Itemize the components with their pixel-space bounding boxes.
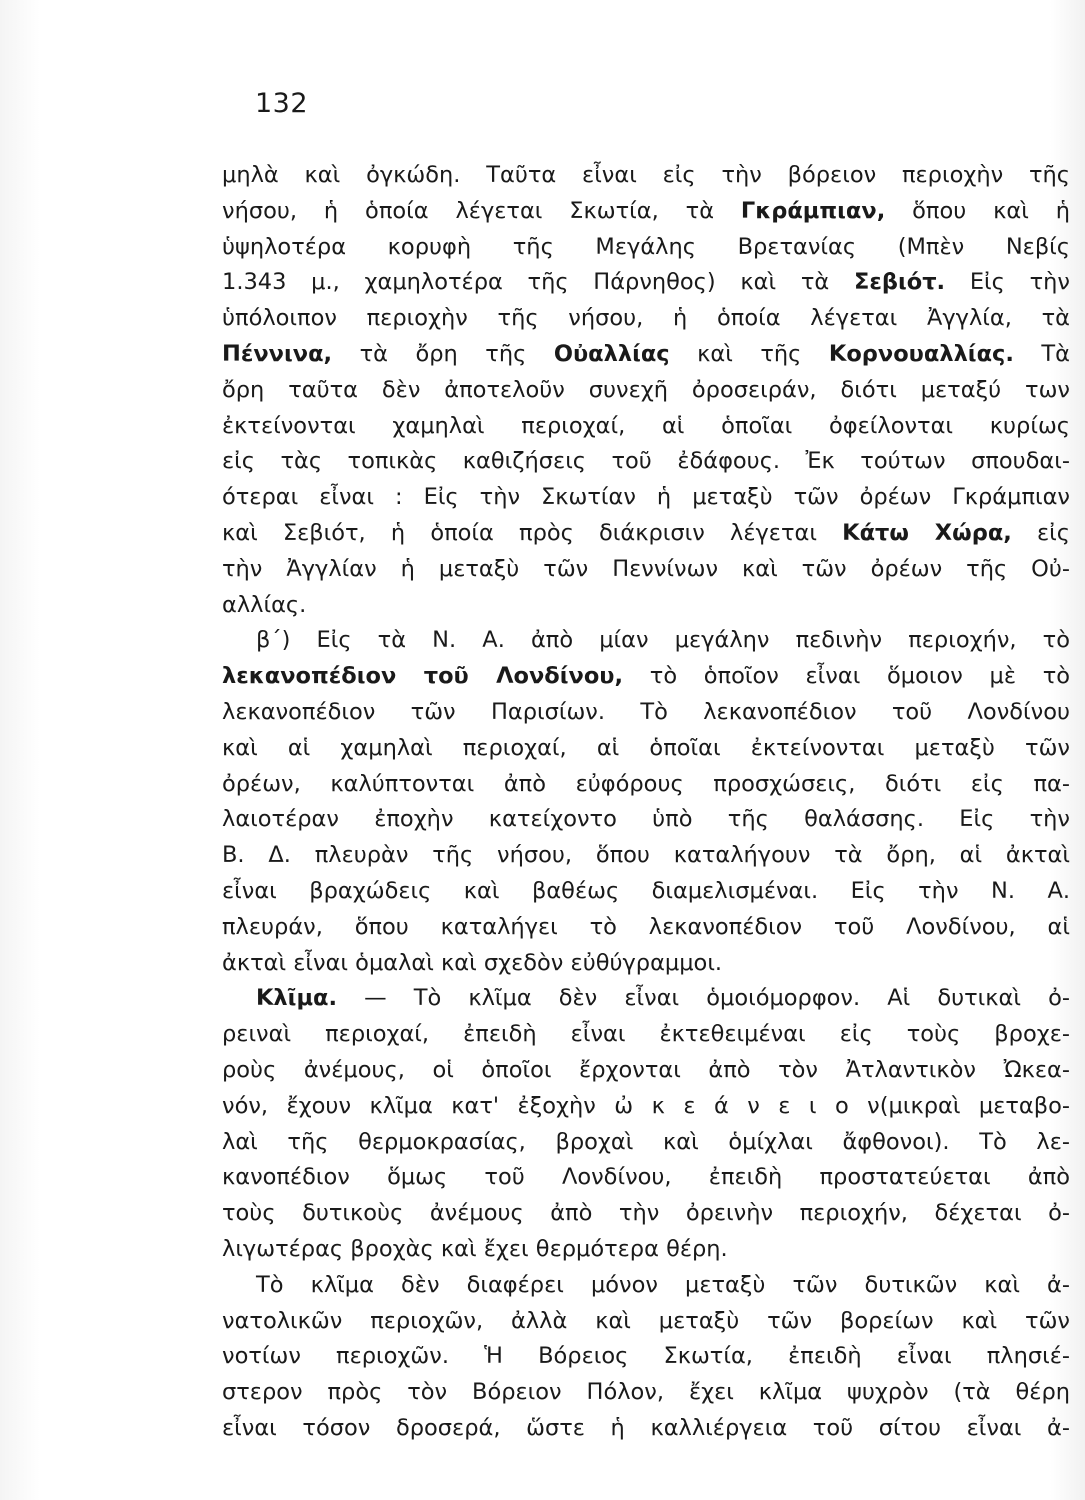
text-run: ὀρέων, καλύπτονται ἀπὸ εὐφόρους προσχώσεις, διότι εἰς πα- [222,770,1070,797]
text-run: ὄρη ταῦτα δὲν ἀποτελοῦν συνεχῆ ὀροσειράν, διότι μεταξύ των [222,376,1070,403]
text-run: β΄) Εἰς τὰ Ν. Α. ἀπὸ μίαν μεγάλην πεδινὴν περιοχήν, τὸ [256,627,1070,654]
text-run: νοτίων περιοχῶν. Ἡ Βόρειος Σκωτία, ἐπειδὴ εἶναι πλησιέ- [222,1343,1070,1370]
text-line [222,230,1070,266]
text-run: νατολικῶν περιοχῶν, ἀλλὰ καὶ μεταξὺ τῶν βορείων καὶ τῶν [222,1307,1070,1334]
text-run: εἰς τὰς τοπικὰς καθιζήσεις τοῦ ἐδάφους. Ἐκ τούτων σπουδαι- [222,448,1070,475]
text-run: ἀκταὶ εἶναι ὁμαλαὶ καὶ σχεδὸν εὐθύγραμμοι. [222,949,723,976]
text-run: ὑψηλοτέρα κορυφὴ τῆς Μεγάλης Βρετανίας (Μπὲν Νεβίς [222,233,1070,260]
text-run: Β. Δ. πλευρὰν τῆς νήσου, ὅπου καταλήγουν τὰ ὄρη, αἱ ἀκταὶ [222,842,1070,869]
text-line [222,373,1070,409]
body-text [222,158,1070,1447]
text-line [222,480,1070,516]
text-run: τὴν Ἀγγλίαν ἡ μεταξὺ τῶν Πεννίνων καὶ τῶν ὀρέων τῆς Οὐ- [222,555,1070,582]
text-run: τοὺς δυτικοὺς ἀνέμους ἀπὸ τὴν ὀρεινὴν περιοχήν, δέχεται ὀ- [222,1200,1070,1227]
text-run: ἐκτείνονται χαμηλαὶ περιοχαί, αἱ ὁποῖαι ὀφείλονται κυρίως [222,412,1070,439]
text-line [222,552,1070,588]
text-run: Τὰ [1013,340,1070,367]
text-line [222,695,1070,731]
text-run: λιγωτέρας βροχὰς καὶ ἔχει θερμότερα θέρη. [222,1235,728,1262]
text-run: καὶ τῆς [669,340,829,367]
text-line [222,194,1070,230]
text-line [222,623,1070,659]
text-line [222,1232,1070,1268]
text-line [222,981,1070,1017]
text-run: τὸ ὁποῖον εἶναι ὅμοιον μὲ τὸ [623,663,1071,690]
text-line [222,1375,1070,1411]
text-line [222,444,1070,480]
text-run: εἶναι βραχώδεις καὶ βαθέως διαμελισμέναι. Εἰς τὴν Ν. Α. [222,877,1070,904]
text-run: ότεραι εἶναι : Εἰς τὴν Σκωτίαν ἡ μεταξὺ τῶν ὀρέων Γκράμπιαν [222,484,1070,511]
text-line [222,1411,1070,1447]
text-run: καὶ Σεβιότ, ἡ ὁποία πρὸς διάκρισιν λέγεται [222,519,843,546]
bold-term: Πέννινα, [222,340,333,367]
bold-term: Κορνουαλλίας. [828,340,1014,367]
text-line [222,910,1070,946]
page-number: 132 [255,88,309,119]
text-line [222,802,1070,838]
text-line [222,838,1070,874]
text-line [222,1268,1070,1304]
text-run: εἶναι τόσον δροσερά, ὥστε ἡ καλλιέργεια τοῦ σίτου εἶναι ἀ- [222,1414,1070,1441]
text-run: ὅπου καὶ ἡ [885,197,1070,224]
text-line [222,1125,1070,1161]
text-run: πλευράν, ὅπου καταλήγει τὸ λεκανοπέδιον τοῦ Λονδίνου, αἱ [222,913,1070,940]
text-run: λαὶ τῆς θερμοκρασίας, βροχαὶ καὶ ὁμίχλαι ἄφθονοι). Τὸ λε- [222,1128,1070,1155]
text-run: λαιοτέραν ἐποχὴν κατείχοντο ὑπὸ τῆς θαλάσσης. Εἰς τὴν [222,806,1070,833]
text-run: μηλὰ καὶ ὀγκώδη. Ταῦτα εἶναι εἰς τὴν βόρειον περιοχὴν τῆς [222,162,1070,188]
bold-term: Σεβιότ. [853,269,946,296]
text-run: αλλίας. [222,591,307,618]
text-line [222,158,1070,194]
text-run: λεκανοπέδιον τῶν Παρισίων. Τὸ λεκανοπέδιον τοῦ Λονδίνου [222,698,1070,725]
text-line [222,1053,1070,1089]
text-line [222,301,1070,337]
text-line [222,1160,1070,1196]
text-line [222,337,1070,373]
text-line [222,1196,1070,1232]
text-line [222,1339,1070,1375]
text-line [222,874,1070,910]
text-run: καὶ αἱ χαμηλαὶ περιοχαί, αἱ ὁποῖαι ἐκτείνονται μεταξὺ τῶν [222,734,1070,761]
text-line [222,516,1070,552]
text-run: εἰς [1011,519,1070,546]
text-run: ροὺς ἀνέμους, οἱ ὁποῖοι ἔρχονται ἀπὸ τὸν Ἀτλαντικὸν Ὠκεα- [222,1056,1070,1083]
text-line [222,659,1070,695]
text-line [222,265,1070,301]
bold-term: λεκανοπέδιον τοῦ Λονδίνου, [222,663,624,690]
text-line [222,1304,1070,1340]
text-run: τὰ ὄρη τῆς [332,340,554,367]
text-run: ρειναὶ περιοχαί, ἐπειδὴ εἶναι ἐκτεθειμέναι εἰς τοὺς βροχε- [222,1021,1070,1048]
text-line [222,588,1070,624]
text-run: νόν, ἔχουν κλῖμα κατ' ἐξοχὴν ὠ κ ε ά ν ε ι ο ν(μικραὶ μεταβο- [222,1092,1070,1119]
text-run: Εἰς τὴν [945,269,1070,296]
text-run: Τὸ κλῖμα δὲν διαφέρει μόνον μεταξὺ τῶν δυτικῶν καὶ ἀ- [256,1271,1070,1298]
text-line [222,1089,1070,1125]
bold-term: Κάτω Χώρα, [842,519,1012,546]
text-line [222,409,1070,445]
text-line [222,946,1070,982]
bold-term: Κλῖμα. [256,985,338,1012]
text-run: ὑπόλοιπον περιοχὴν τῆς νήσου, ἡ ὁποία λέγεται Ἀγγλία, τὰ [222,305,1070,332]
text-line [222,731,1070,767]
text-run: στερον πρὸς τὸν Βόρειον Πόλον, ἔχει κλῖμα ψυχρὸν (τὰ θέρη [222,1379,1070,1406]
text-line [222,1017,1070,1053]
text-run: κανοπέδιον ὅμως τοῦ Λονδίνου, ἐπειδὴ προστατεύεται ἀπὸ [222,1164,1070,1191]
text-run: νήσου, ἡ ὁποία λέγεται Σκωτία, τὰ [222,197,741,224]
text-line [222,767,1070,803]
text-run: — Τὸ κλῖμα δὲν εἶναι ὁμοιόμορφον. Αἱ δυτικαὶ ὀ- [337,985,1070,1012]
text-run: 1.343 μ., χαμηλοτέρα τῆς Πάρνηθος) καὶ τὰ [222,269,854,296]
bold-term: Οὐαλλίας [553,340,670,367]
bold-term: Γκράμπιαν, [740,197,886,224]
